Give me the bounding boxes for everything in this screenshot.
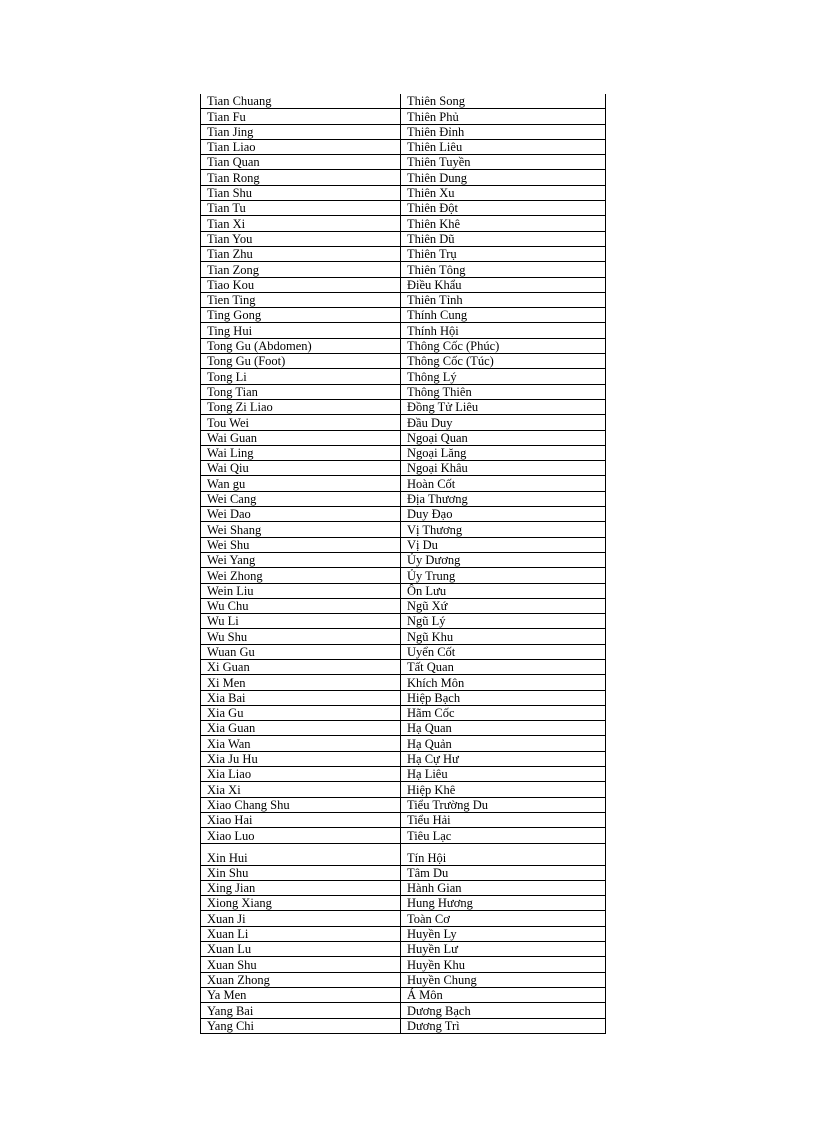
table-row: [201, 155, 606, 170]
vietnamese-name-cell: Huyền Lư: [401, 942, 606, 957]
vietnamese-name-cell: Ủy Dương: [401, 552, 606, 567]
vietnamese-name-cell: Huyền Ly: [401, 926, 606, 941]
table-row: [201, 644, 606, 659]
table-row: [201, 767, 606, 782]
pinyin-name-cell: Tong Gu (Abdomen): [201, 338, 401, 353]
pinyin-name-cell: Wei Shu: [201, 537, 401, 552]
table-row: [201, 843, 606, 865]
vietnamese-name-cell: Tiểu Trường Du: [401, 797, 606, 812]
pinyin-name-cell: Wu Chu: [201, 598, 401, 613]
pinyin-name-cell: Tian Xi: [201, 216, 401, 231]
vietnamese-name-cell: Hiệp Khê: [401, 782, 606, 797]
table-row: [201, 246, 606, 261]
vietnamese-name-cell: Tiêu Lạc: [401, 828, 606, 843]
pinyin-name-cell: Wei Yang: [201, 552, 401, 567]
vietnamese-name-cell: Á Môn: [401, 987, 606, 1002]
table-row: [201, 942, 606, 957]
pinyin-name-cell: Tian Tu: [201, 201, 401, 216]
pinyin-name-cell: Ting Hui: [201, 323, 401, 338]
table-row: [201, 231, 606, 246]
table-row: [201, 957, 606, 972]
vietnamese-name-cell: Địa Thương: [401, 491, 606, 506]
vietnamese-name-cell: Huyền Chung: [401, 972, 606, 987]
vietnamese-name-cell: Hung Hương: [401, 896, 606, 911]
pinyin-name-cell: Tian Zhu: [201, 246, 401, 261]
vietnamese-name-cell: Huyền Khu: [401, 957, 606, 972]
table-body: [201, 94, 606, 1033]
pinyin-name-cell: Xuan Ji: [201, 911, 401, 926]
table-row: [201, 614, 606, 629]
table-row: [201, 201, 606, 216]
pinyin-name-cell: Yang Chi: [201, 1018, 401, 1033]
table-row: [201, 216, 606, 231]
pinyin-name-cell: Tian You: [201, 231, 401, 246]
pinyin-name-cell: Tou Wei: [201, 415, 401, 430]
pinyin-name-cell: Tian Shu: [201, 185, 401, 200]
table-row: [201, 721, 606, 736]
table-row: [201, 1003, 606, 1018]
vietnamese-name-cell: Duy Đạo: [401, 507, 606, 522]
table-row: [201, 399, 606, 414]
vietnamese-name-cell: Hành Gian: [401, 880, 606, 895]
vietnamese-name-cell: Hãm Cốc: [401, 705, 606, 720]
table-row: [201, 445, 606, 460]
vietnamese-name-cell: Thính Cung: [401, 308, 606, 323]
pinyin-name-cell: Ya Men: [201, 987, 401, 1002]
pinyin-name-cell: Tong Li: [201, 369, 401, 384]
pinyin-name-cell: Xuan Lu: [201, 942, 401, 957]
table-row: [201, 185, 606, 200]
vietnamese-name-cell: Thiên Tuyền: [401, 155, 606, 170]
table-row: [201, 537, 606, 552]
table-row: [201, 896, 606, 911]
table-row: [201, 568, 606, 583]
vietnamese-name-cell: Ngoại Quan: [401, 430, 606, 445]
table-row: [201, 751, 606, 766]
pinyin-name-cell: Wein Liu: [201, 583, 401, 598]
table-row: [201, 170, 606, 185]
vietnamese-name-cell: Khích Môn: [401, 675, 606, 690]
pinyin-name-cell: Xi Guan: [201, 659, 401, 674]
pinyin-name-cell: Wei Shang: [201, 522, 401, 537]
vietnamese-name-cell: Thông Thiên: [401, 384, 606, 399]
vietnamese-name-cell: Dương Bạch: [401, 1003, 606, 1018]
vietnamese-name-cell: Tín Hội: [401, 843, 606, 865]
pinyin-name-cell: Xia Ju Hu: [201, 751, 401, 766]
pinyin-name-cell: Wu Li: [201, 614, 401, 629]
vietnamese-name-cell: Hiệp Bạch: [401, 690, 606, 705]
vietnamese-name-cell: Tiểu Hải: [401, 812, 606, 827]
pinyin-name-cell: Wei Cang: [201, 491, 401, 506]
pinyin-name-cell: Tian Rong: [201, 170, 401, 185]
table-row: [201, 277, 606, 292]
vietnamese-name-cell: Hạ Quản: [401, 736, 606, 751]
pinyin-name-cell: Wuan Gu: [201, 644, 401, 659]
pinyin-name-cell: Xuan Li: [201, 926, 401, 941]
pinyin-name-cell: Wu Shu: [201, 629, 401, 644]
pinyin-name-cell: Tong Zi Liao: [201, 399, 401, 414]
table-row: [201, 124, 606, 139]
vietnamese-name-cell: Tất Quan: [401, 659, 606, 674]
vietnamese-name-cell: Ngoại Lăng: [401, 445, 606, 460]
table-row: [201, 461, 606, 476]
pinyin-name-cell: Xin Shu: [201, 865, 401, 880]
table-row: [201, 369, 606, 384]
pinyin-name-cell: Wai Ling: [201, 445, 401, 460]
vietnamese-name-cell: Thiên Song: [401, 94, 606, 109]
table-row: [201, 911, 606, 926]
table-row: [201, 659, 606, 674]
table-row: [201, 629, 606, 644]
vietnamese-name-cell: Vị Du: [401, 537, 606, 552]
pinyin-name-cell: Xia Gu: [201, 705, 401, 720]
table-row: [201, 583, 606, 598]
table-row: [201, 338, 606, 353]
table-row: [201, 323, 606, 338]
vietnamese-name-cell: Ngũ Xứ: [401, 598, 606, 613]
pinyin-name-cell: Tiao Kou: [201, 277, 401, 292]
vietnamese-name-cell: Hoàn Cốt: [401, 476, 606, 491]
pinyin-name-cell: Xiao Luo: [201, 828, 401, 843]
pinyin-name-cell: Xiao Chang Shu: [201, 797, 401, 812]
vietnamese-name-cell: Thiên Trụ: [401, 246, 606, 261]
pinyin-name-cell: Tian Liao: [201, 139, 401, 154]
table-row: [201, 797, 606, 812]
table-row: [201, 812, 606, 827]
vietnamese-name-cell: Ngoại Khâu: [401, 461, 606, 476]
pinyin-name-cell: Ting Gong: [201, 308, 401, 323]
vietnamese-name-cell: Điều Khẩu: [401, 277, 606, 292]
table-row: [201, 675, 606, 690]
pinyin-name-cell: Xing Jian: [201, 880, 401, 895]
vietnamese-name-cell: Thiên Đỉnh: [401, 124, 606, 139]
pinyin-name-cell: Wei Dao: [201, 507, 401, 522]
table-row: [201, 354, 606, 369]
table-row: [201, 880, 606, 895]
table-row: [201, 782, 606, 797]
pinyin-name-cell: Tian Fu: [201, 109, 401, 124]
vietnamese-name-cell: Thính Hội: [401, 323, 606, 338]
pinyin-name-cell: Xia Wan: [201, 736, 401, 751]
pinyin-name-cell: Xin Hui: [201, 843, 401, 865]
vietnamese-name-cell: Đầu Duy: [401, 415, 606, 430]
table-row: [201, 598, 606, 613]
vietnamese-name-cell: Thiên Tông: [401, 262, 606, 277]
table-row: [201, 292, 606, 307]
table-row: [201, 109, 606, 124]
vietnamese-name-cell: Thông Lý: [401, 369, 606, 384]
table-row: [201, 94, 606, 109]
vietnamese-name-cell: Ngũ Lý: [401, 614, 606, 629]
vietnamese-name-cell: Dương Trì: [401, 1018, 606, 1033]
pinyin-name-cell: Tian Quan: [201, 155, 401, 170]
vietnamese-name-cell: Uyển Cốt: [401, 644, 606, 659]
table-row: [201, 865, 606, 880]
table-row: [201, 262, 606, 277]
table-row: [201, 476, 606, 491]
table-row: [201, 491, 606, 506]
vietnamese-name-cell: Vị Thương: [401, 522, 606, 537]
table-row: [201, 972, 606, 987]
table-row: [201, 430, 606, 445]
vietnamese-name-cell: Tâm Du: [401, 865, 606, 880]
vietnamese-name-cell: Thông Cốc (Phúc): [401, 338, 606, 353]
vietnamese-name-cell: Toàn Cơ: [401, 911, 606, 926]
pinyin-name-cell: Wei Zhong: [201, 568, 401, 583]
pinyin-name-cell: Wan gu: [201, 476, 401, 491]
vietnamese-name-cell: Thiên Dũ: [401, 231, 606, 246]
pinyin-name-cell: Tong Tian: [201, 384, 401, 399]
table-row: [201, 552, 606, 567]
vietnamese-name-cell: Ủy Trung: [401, 568, 606, 583]
vietnamese-name-cell: Thiên Khê: [401, 216, 606, 231]
vietnamese-name-cell: Hạ Cự Hư: [401, 751, 606, 766]
pinyin-name-cell: Wai Qiu: [201, 461, 401, 476]
table-row: [201, 384, 606, 399]
vietnamese-name-cell: Thông Cốc (Túc): [401, 354, 606, 369]
vietnamese-name-cell: Thiên Xu: [401, 185, 606, 200]
vietnamese-name-cell: Hạ Liêu: [401, 767, 606, 782]
pinyin-name-cell: Tian Jing: [201, 124, 401, 139]
pinyin-name-cell: Xia Xi: [201, 782, 401, 797]
vietnamese-name-cell: Thiên Liêu: [401, 139, 606, 154]
pinyin-name-cell: Tian Chuang: [201, 94, 401, 109]
pinyin-name-cell: Tong Gu (Foot): [201, 354, 401, 369]
vietnamese-name-cell: Thiên Tỉnh: [401, 292, 606, 307]
pinyin-name-cell: Xia Guan: [201, 721, 401, 736]
table-row: [201, 507, 606, 522]
table-row: [201, 828, 606, 843]
table-row: [201, 690, 606, 705]
table-row: [201, 926, 606, 941]
table-row: [201, 987, 606, 1002]
acupoint-name-table: [200, 94, 606, 1034]
vietnamese-name-cell: Ôn Lưu: [401, 583, 606, 598]
pinyin-name-cell: Xia Bai: [201, 690, 401, 705]
pinyin-name-cell: Xiao Hai: [201, 812, 401, 827]
vietnamese-name-cell: Thiên Phủ: [401, 109, 606, 124]
table-row: [201, 705, 606, 720]
table-row: [201, 736, 606, 751]
table-row: [201, 139, 606, 154]
pinyin-name-cell: Yang Bai: [201, 1003, 401, 1018]
pinyin-name-cell: Xi Men: [201, 675, 401, 690]
vietnamese-name-cell: Thiên Đột: [401, 201, 606, 216]
vietnamese-name-cell: Hạ Quan: [401, 721, 606, 736]
vietnamese-name-cell: Thiên Dung: [401, 170, 606, 185]
table-row: [201, 522, 606, 537]
table-row: [201, 308, 606, 323]
table-row: [201, 415, 606, 430]
pinyin-name-cell: Tien Ting: [201, 292, 401, 307]
pinyin-name-cell: Xia Liao: [201, 767, 401, 782]
pinyin-name-cell: Wai Guan: [201, 430, 401, 445]
table-row: [201, 1018, 606, 1033]
pinyin-name-cell: Xiong Xiang: [201, 896, 401, 911]
pinyin-name-cell: Tian Zong: [201, 262, 401, 277]
pinyin-name-cell: Xuan Shu: [201, 957, 401, 972]
pinyin-name-cell: Xuan Zhong: [201, 972, 401, 987]
vietnamese-name-cell: Đồng Tử Liêu: [401, 399, 606, 414]
vietnamese-name-cell: Ngũ Khu: [401, 629, 606, 644]
